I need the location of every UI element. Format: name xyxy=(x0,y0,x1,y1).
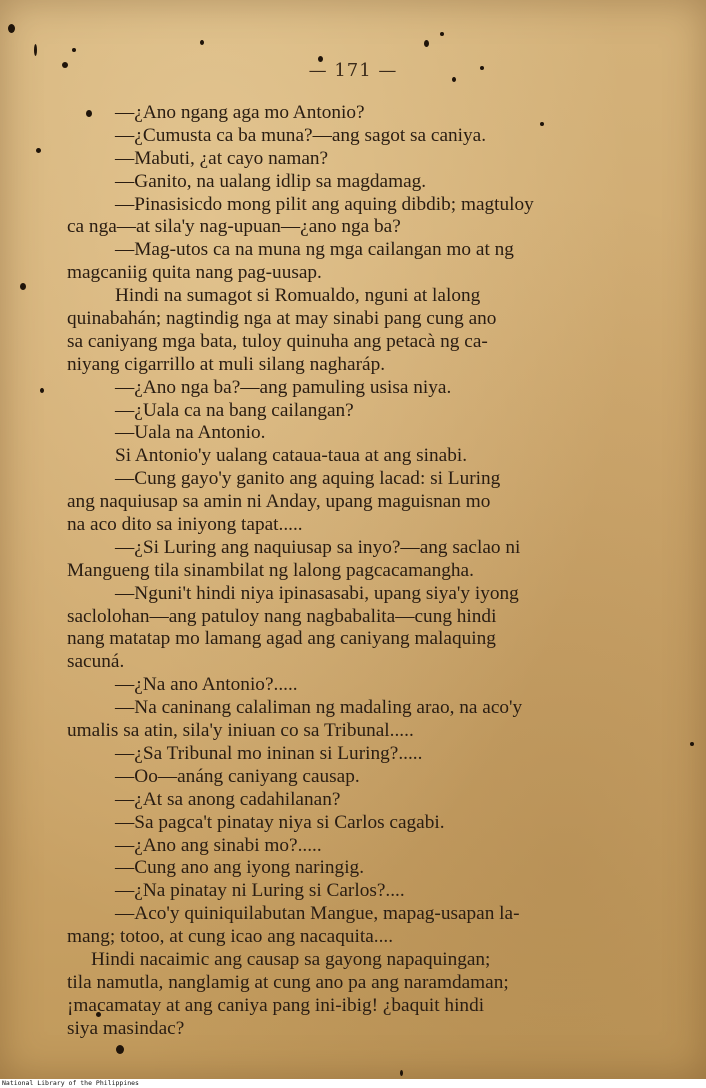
text-line: —Nguni't hindi niya ipinasasabi, upang siya'y iyong xyxy=(115,582,519,604)
text-line: —Cung ano ang iyong naringig. xyxy=(115,857,365,879)
text-line: sa caniyang mga bata, tuloy quinuha ang petacà ng ca- xyxy=(67,330,488,352)
speck xyxy=(36,148,41,153)
text-line: —Na caninang calaliman ng madaling arao, na aco'y xyxy=(115,697,523,719)
text-line: Si Antonio'y ualang cataua-taua at ang sinabi. xyxy=(115,445,468,467)
text-line: quinabahán; nagtindig nga at may sinabi pang cung ano xyxy=(67,308,497,330)
text-line: saclolohan—ang patuloy nang nagbabalita—cung hindi xyxy=(67,605,497,627)
speck xyxy=(690,742,694,746)
text-line: Hindi na sumagot si Romualdo, nguni at lalong xyxy=(115,285,481,307)
text-line: —¿Na pinatay ni Luring si Carlos?.... xyxy=(115,880,405,902)
text-line: —Ganito, na ualang idlip sa magdamag. xyxy=(115,170,427,192)
text-line: Mangueng tila sinambilat ng lalong pagcacamangha. xyxy=(67,559,474,581)
speck xyxy=(20,283,26,290)
page-body-text xyxy=(67,102,642,1041)
speck xyxy=(8,24,15,33)
footer-credit: National Library of the Philippines xyxy=(0,1079,706,1088)
text-line: sacuná. xyxy=(67,651,125,673)
text-line: niyang cigarrillo at muli silang nagharáp. xyxy=(67,353,386,375)
text-line: —¿Cumusta ca ba muna?—ang sagot sa caniya. xyxy=(115,124,487,146)
text-line: —¿Ano nga ba?—ang pamuling usisa niya. xyxy=(115,376,452,398)
text-line: umalis sa atin, sila'y iniuan co sa Tribunal..... xyxy=(67,720,414,742)
speck xyxy=(400,1070,403,1076)
text-line: tila namutla, nanglamig at cung ano pa ang naramdaman; xyxy=(67,971,509,993)
text-line: —¿Uala ca na bang cailangan? xyxy=(115,399,354,421)
text-line: —Uala na Antonio. xyxy=(115,422,266,444)
page-number: — 171 — xyxy=(308,60,398,81)
text-line: ¡macamatay at ang caniya pang ini-ibig! ¿baquit hindi xyxy=(67,994,485,1016)
text-line: —Oo—anáng caniyang causap. xyxy=(115,765,360,787)
speck xyxy=(116,1045,124,1054)
text-line: nang matatap mo lamang agad ang caniyang malaquing xyxy=(67,628,496,650)
text-line: —Sa pagca't pinatay niya si Carlos cagabi. xyxy=(115,811,445,833)
text-line: —Cung gayo'y ganito ang aquing lacad: si Luring xyxy=(115,468,501,490)
text-line: —¿Sa Tribunal mo ininan si Luring?..... xyxy=(115,742,423,764)
text-line: magcaniig quita nang pag-uusap. xyxy=(67,262,322,284)
text-line: —Mabuti, ¿at cayo naman? xyxy=(115,147,329,169)
speck xyxy=(72,48,76,52)
text-line: ang naquiusap sa amin ni Anday, upang maguisnan mo xyxy=(67,491,491,513)
text-line: —¿Si Luring ang naquiusap sa inyo?—ang saclao ni xyxy=(115,536,521,558)
text-line: —Pinasisicdo mong pilit ang aquing dibdib; magtuloy xyxy=(115,193,534,215)
speck xyxy=(34,44,37,56)
speck xyxy=(424,40,429,47)
speck xyxy=(440,32,444,36)
text-line: —Mag-utos ca na muna ng mga cailangan mo at ng xyxy=(115,239,514,261)
text-line: ca nga—at sila'y nag-upuan—¿ano nga ba? xyxy=(67,216,401,238)
text-line: —¿Ano ngang aga mo Antonio? xyxy=(115,102,365,123)
speck xyxy=(40,388,44,393)
text-line: —¿At sa anong cadahilanan? xyxy=(115,788,341,810)
text-line: —¿Na ano Antonio?..... xyxy=(115,674,298,696)
speck xyxy=(200,40,204,45)
text-line: siya masindac? xyxy=(67,1017,185,1039)
text-line: na aco dito sa iniyong tapat..... xyxy=(67,514,303,536)
text-line: mang; totoo, at cung icao ang nacaquita.... xyxy=(67,926,394,948)
text-line: —¿Ano ang sinabi mo?..... xyxy=(115,834,322,856)
text-line: Hindi nacaimic ang causap sa gayong napaquingan; xyxy=(91,948,491,970)
text-line: —Aco'y quiniquilabutan Mangue, mapag-usapan la- xyxy=(115,903,520,925)
